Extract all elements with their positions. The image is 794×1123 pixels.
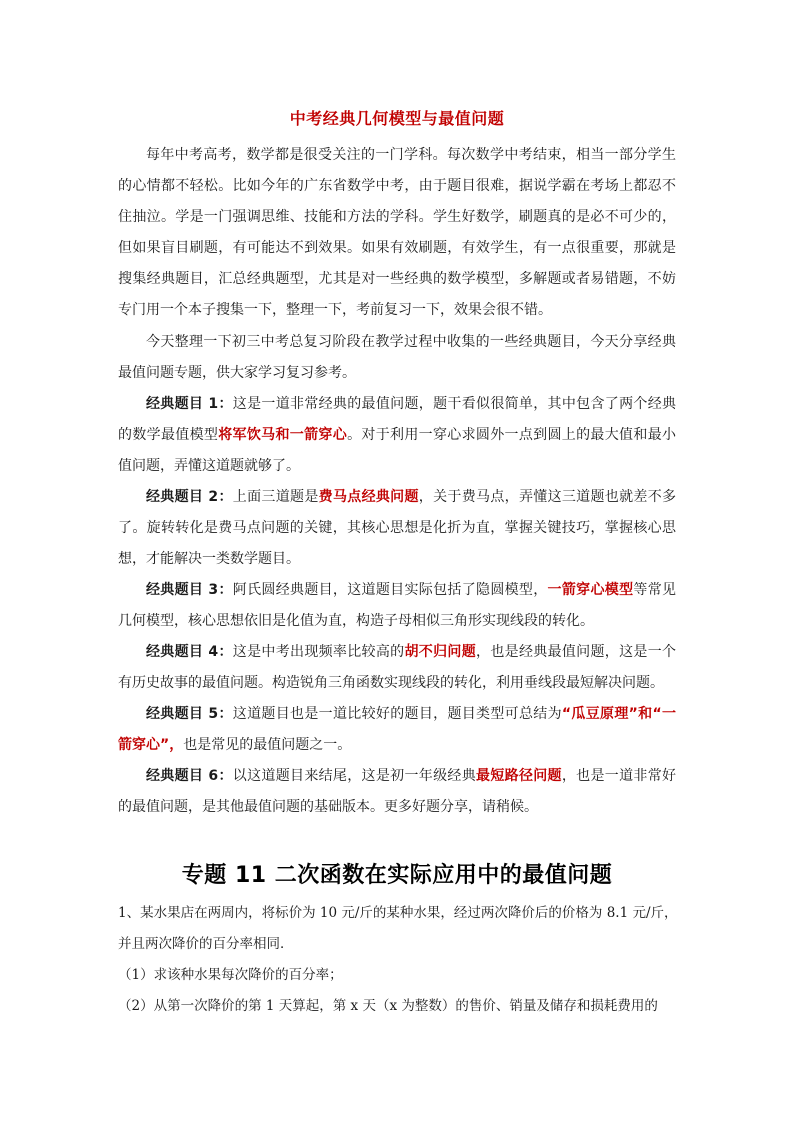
item-text: 等常见几何模型，核心思想依旧是化值为直，构造子母相似三角形实现线段的转化。 <box>118 582 677 629</box>
sub-question-2: （2）从第一次降价的第 1 天算起，第 x 天（x 为整数）的售价、销量及储存和损耗费用的 <box>118 998 658 1014</box>
item-text: 。对于利用一穿心求圆外一点到圆上的最大值和最小值问题，弄懂这道题就够了。 <box>118 427 677 474</box>
item-highlight: 将军饮马和一箭穿心 <box>218 427 348 443</box>
item-highlight: 一箭穿心模型 <box>547 582 634 598</box>
item-label: 经典题目 2： <box>146 489 233 505</box>
item-3-paragraph <box>118 575 676 637</box>
section-title: 专题 11 二次函数在实际应用中的最值问题 <box>181 863 613 888</box>
item-label: 经典题目 5： <box>146 706 233 722</box>
second-paragraph: 今天整理一下初三中考总复习阶段在教学过程中收集的一些经典题目，今天分享经典最值问题专题，供大家学习复习参考。 <box>118 334 676 381</box>
item-5-paragraph <box>118 699 676 761</box>
item-label: 经典题目 6： <box>146 768 233 784</box>
document-title: 中考经典几何模型与最值问题 <box>289 109 505 128</box>
item-6-paragraph <box>118 761 676 823</box>
item-text: ，也是一道非常好的最值问题，是其他最值问题的基础版本。更多好题分享，请稍候。 <box>118 768 677 815</box>
item-label: 经典题目 3： <box>146 582 233 598</box>
item-text: ，也是经典最值问题，这是一个有历史故事的最值问题。构造锐角三角函数实现线段的转化，利用垂线段最短解决问题。 <box>118 644 677 691</box>
item-text: 也是常见的最值问题之一。 <box>183 737 352 753</box>
intro-paragraph: 每年中考高考，数学都是很受关注的一门学科。每次数学中考结束，相当一部分学生的心情都不轻松。比如今年的广东省数学中考，由于题目很难，据说学霸在考场上都忍不住抽泣。学是一门强调思维、技能和方法的学科。学生好数学，刷题真的是必不可少的，但如果盲目刷题，有可能达不到效果。如果有效刷题，有效学生，有一点很重要，那就是搜集经典题目，汇总经典题型，尤其是对一些经典的数学模型，多解题或者易错题，不妨专门用一个本子搜集一下，整理一下，考前复习一下，效果会很不错。 <box>118 147 676 318</box>
item-text: ，关于费马点，弄懂这三道题也就差不多了。旋转转化是费马点问题的关键，其核心思想是化折为直，掌握关键技巧，掌握核心思想，才能解决一类数学题目。 <box>118 489 677 567</box>
item-2-paragraph <box>118 482 676 575</box>
item-highlight: 胡不归问题 <box>404 644 477 660</box>
item-highlight: 费马点经典问题 <box>318 489 419 505</box>
item-text: 上面三道题是 <box>232 489 319 505</box>
item-text: 这是中考出现频率比较高的 <box>232 644 405 660</box>
problem-intro: 1、某水果店在两周内，将标价为 10 元/斤的某种水果，经过两次降价后的价格为 8.1 元/斤，并且两次降价的百分率相同． <box>118 905 678 952</box>
item-label: 经典题目 4： <box>146 644 233 660</box>
item-highlight: “瓜豆原理”和“一箭穿心”， <box>118 706 677 753</box>
item-1-paragraph <box>118 389 676 482</box>
item-label: 经典题目 1： <box>146 396 233 412</box>
item-text: 这道题目也是一道比较好的题目，题目类型可总结为 <box>232 706 562 722</box>
item-text: 这是一道非常经典的最值问题，题干看似很简单，其中包含了两个经典的数学最值模型 <box>118 396 677 443</box>
item-highlight: 最短路径问题 <box>476 768 562 784</box>
item-4-paragraph <box>118 637 676 699</box>
item-text: 以这道题目来结尾，这是初一年级经典 <box>232 768 477 784</box>
item-text: 阿氏圆经典题目，这道题目实际包括了隐圆模型， <box>232 582 548 598</box>
sub-question-1: （1）求该种水果每次降价的百分率； <box>118 967 343 983</box>
